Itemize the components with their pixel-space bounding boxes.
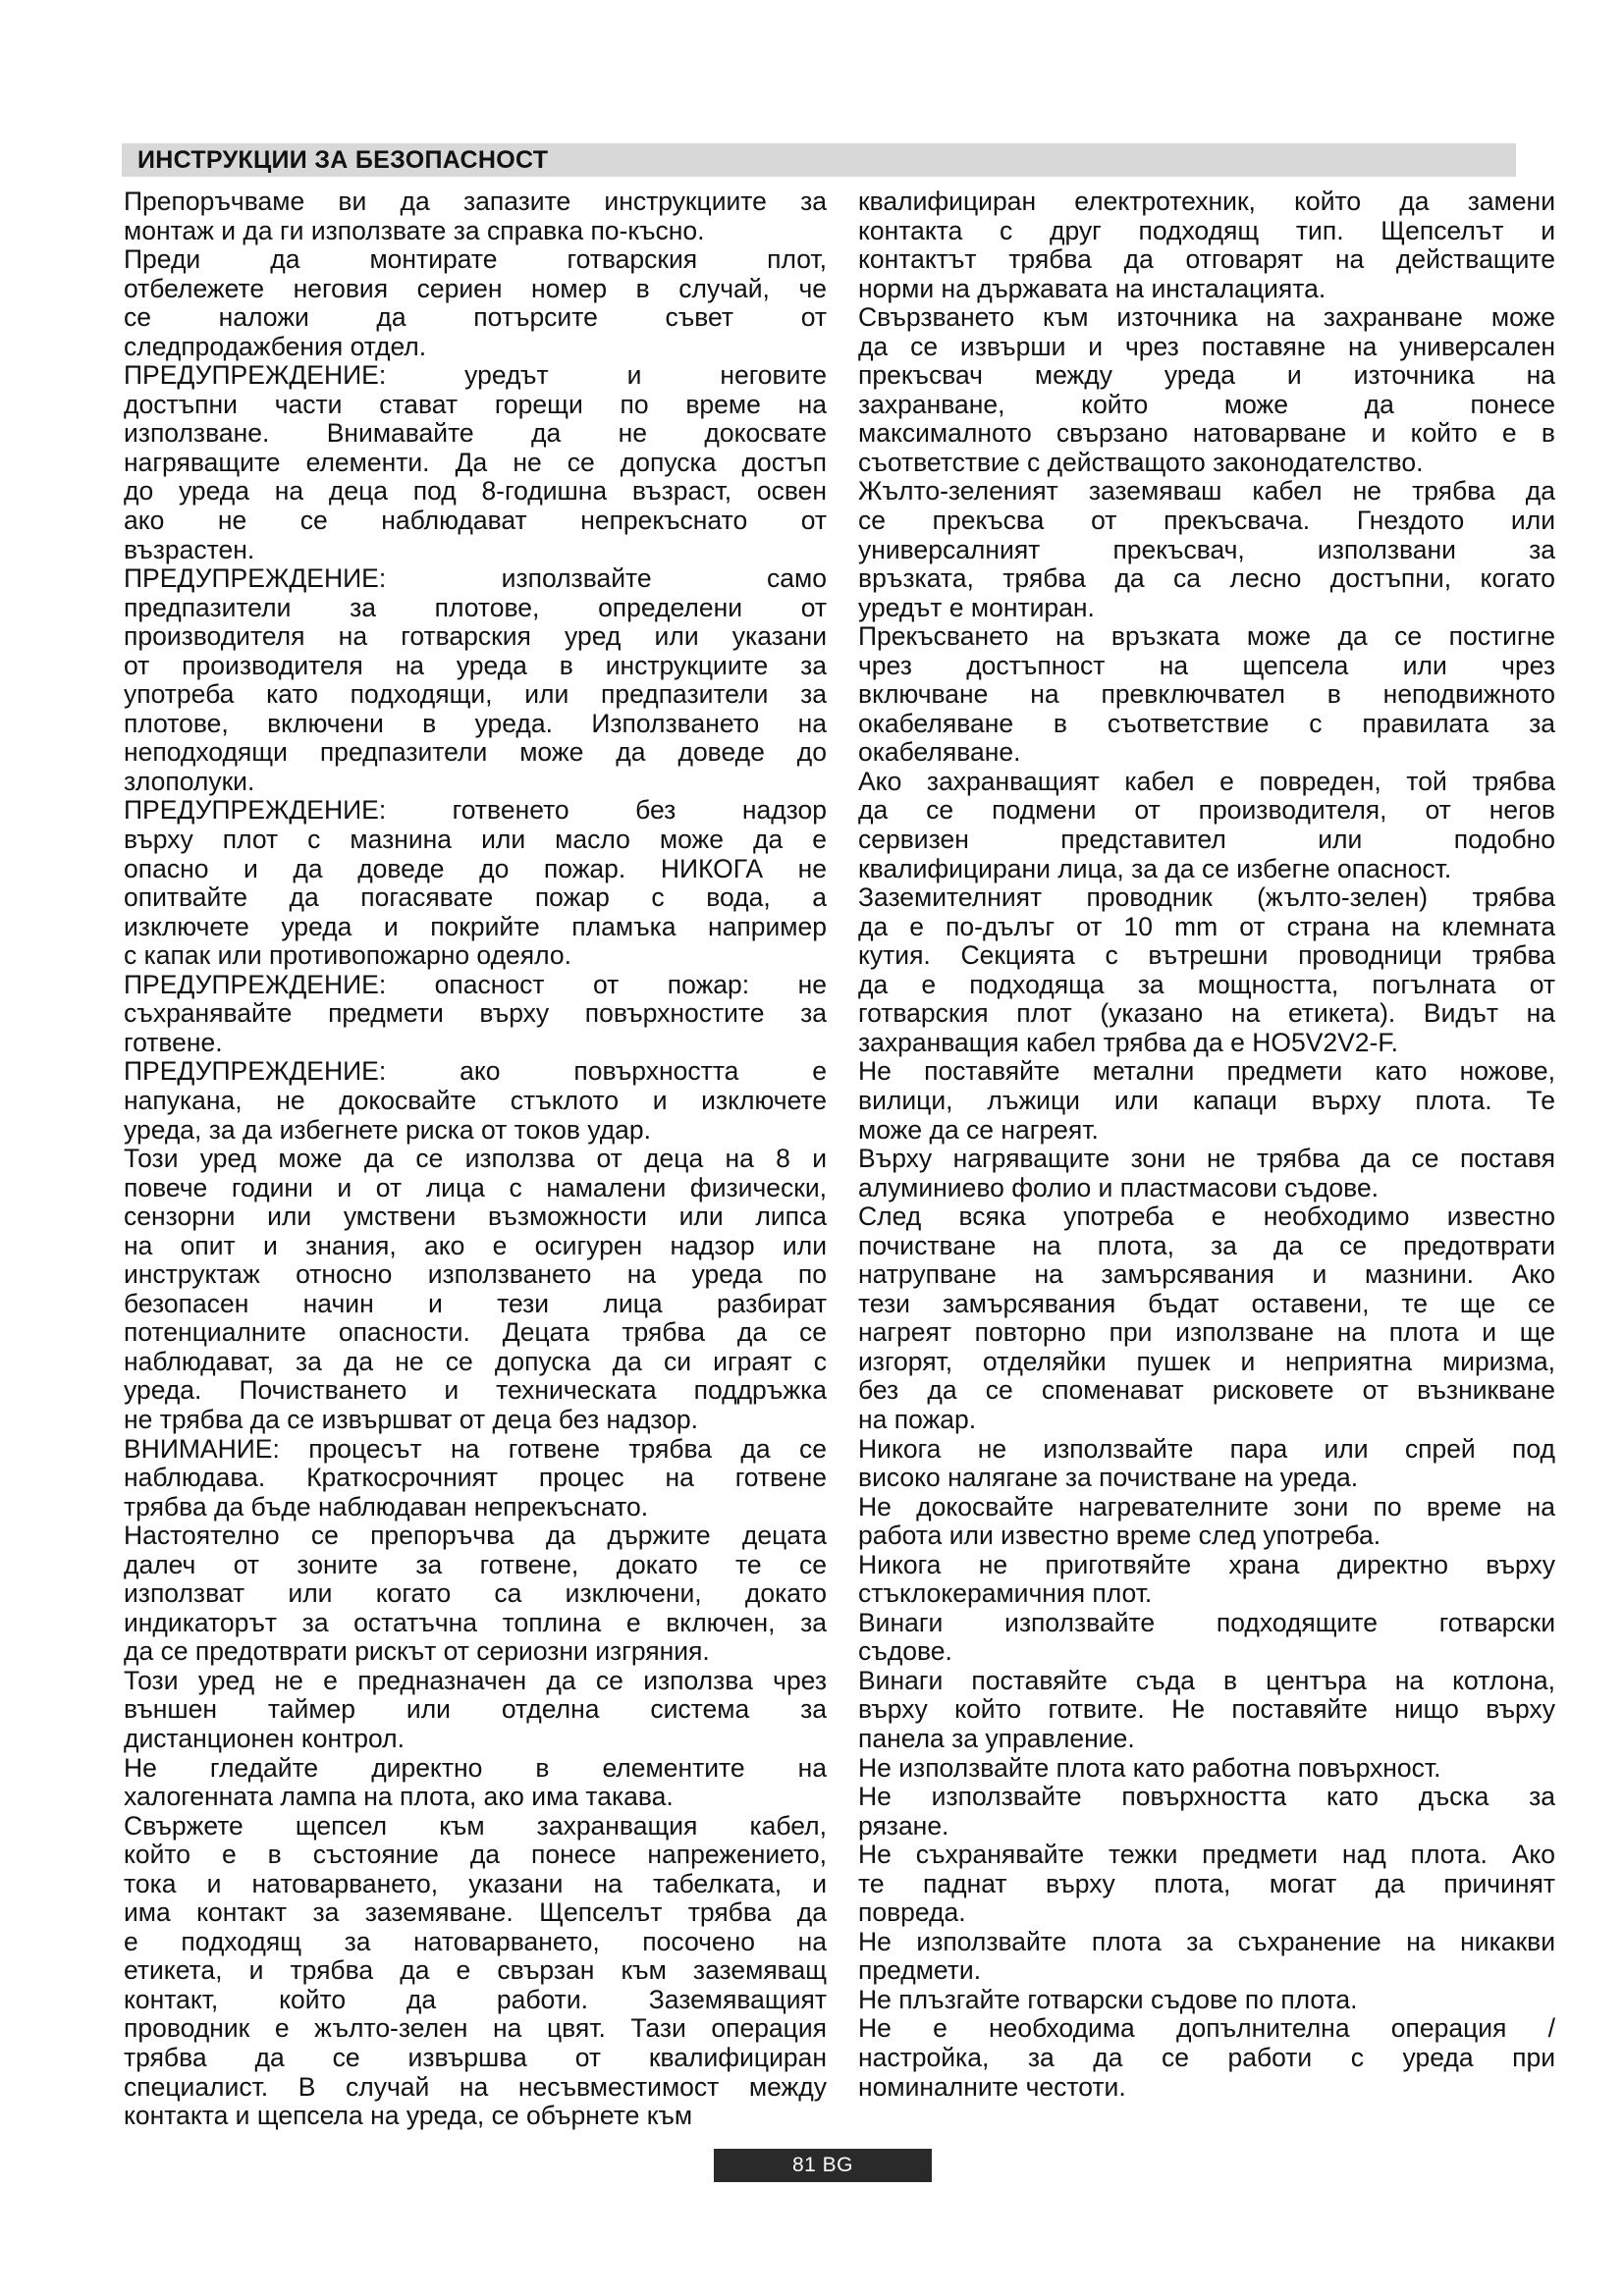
text-line: напукана, не докосвайте стъклото и изключете <box>124 1085 827 1115</box>
text-line: отбележете неговия сериен номер в случай, че <box>124 273 827 303</box>
text-line: производителя на готварския уред или указани <box>124 621 827 652</box>
text-line: Върху нагряващите зони не трябва да се поставя <box>858 1144 1555 1174</box>
text-line: без да се споменават рисковете от възникване <box>858 1375 1555 1406</box>
text-line: включване на превключвател в неподвижното <box>858 679 1555 710</box>
text-line: дистанционен контрол. <box>124 1723 405 1753</box>
text-line: върху който готвите. Не поставяйте нищо върху <box>858 1694 1555 1725</box>
text-line: има контакт за заземяване. Щепселът трябва да <box>124 1897 827 1928</box>
text-line: монтаж и да ги използвате за справка по-късно. <box>124 215 705 245</box>
text-line: уредът е монтиран. <box>858 592 1095 622</box>
text-line: тези замърсявания бъдат оставени, те ще се <box>858 1288 1555 1318</box>
text-line: съхранявайте предмети върху повърхностите за <box>124 998 827 1029</box>
text-line: проводник е жълто-зелен на цвят. Тази операция <box>124 2013 827 2044</box>
text-line: ако не се наблюдават непрекъснато от <box>124 506 827 536</box>
text-line: ПРЕДУПРЕЖДЕНИЕ: ако повърхността е <box>124 1056 827 1087</box>
text-line: Препоръчваме ви да запазите инструкциите за <box>124 187 827 216</box>
text-line: неподходящи предпазители може да доведе до <box>124 737 827 768</box>
text-line: Преди да монтирате готварския плот, <box>124 244 827 275</box>
text-line: индикаторът за остатъчна топлина е включен, за <box>124 1607 827 1637</box>
text-line: предпазители за плотове, определени от <box>124 592 827 622</box>
text-line: достъпни части стават горещи по време на <box>124 389 827 419</box>
text-line: Не използвайте повърхността като дъска за <box>858 1782 1555 1812</box>
text-line: Не плъзгайте готварски съдове по плота. <box>858 1984 1358 2014</box>
text-line: изгорят, отделяйки пушек и неприятна миризма, <box>858 1346 1555 1376</box>
text-line: Ако захранващият кабел е повреден, той трябва <box>858 766 1555 796</box>
section-title: ИНСТРУКЦИИ ЗА БЕЗОПАСНОСТ <box>137 146 549 174</box>
text-line: захранващия кабел трябва да е HO5V2V2-F. <box>858 1027 1398 1057</box>
text-line: готвене. <box>124 1027 223 1057</box>
text-line: чрез достъпност на щепсела или чрез <box>858 650 1555 680</box>
text-line: върху плот с мазнина или масло може да е <box>124 825 827 855</box>
text-line: с капак или противопожарно одеяло. <box>124 940 571 971</box>
text-line: съдове. <box>858 1636 952 1667</box>
text-line: употреба като подходящи, или предпазители за <box>124 679 827 710</box>
text-line: Не използвайте плота за съхранение на никакви <box>858 1926 1555 1956</box>
text-line: който е в състояние да понесе напрежението, <box>124 1840 827 1870</box>
text-line: окабеляване. <box>858 737 1021 768</box>
text-line: да е по-дълъг от 10 mm от страна на клемната <box>858 911 1555 941</box>
right-text-column <box>858 187 1555 2102</box>
section-header-bar <box>122 143 1516 177</box>
page-number-badge: 81 BG <box>714 2149 932 2182</box>
text-line: Прекъсването на връзката може да се постигне <box>858 621 1555 652</box>
text-line: Настоятелно се препоръчва да държите децата <box>124 1521 827 1551</box>
text-line: стъклокерамичния плот. <box>858 1578 1153 1609</box>
text-line: не трябва да се извършват от деца без надзор. <box>124 1404 698 1434</box>
text-line: да се подмени от производителя, от негов <box>858 795 1555 826</box>
text-line: да се извърши и чрез поставяне на универсален <box>858 331 1555 361</box>
text-line: Не съхранявайте тежки предмети над плота. Ако <box>858 1840 1555 1870</box>
text-line: опасно и да доведе до пожар. НИКОГА не <box>124 853 827 883</box>
text-line: уреда. Почистването и техническата поддръжка <box>124 1375 827 1406</box>
text-line: кутия. Секцията с вътрешни проводници трябва <box>858 940 1555 971</box>
text-line: Не е необходима допълнителна операция / <box>858 2013 1555 2044</box>
text-line: възрастен. <box>124 534 255 564</box>
text-line: квалифициран електротехник, който да замени <box>858 187 1555 216</box>
text-line: на пожар. <box>858 1404 977 1434</box>
text-line: ВНИМАНИЕ: процесът на готвене трябва да се <box>124 1433 827 1464</box>
text-line: норми на държавата на инсталацията. <box>858 273 1326 303</box>
text-line: може да се нагреят. <box>858 1114 1099 1145</box>
text-line: работа или известно време след употреба. <box>858 1521 1381 1551</box>
text-line: Този уред не е предназначен да се използва чрез <box>124 1665 827 1695</box>
text-line: готварския плот (указано на етикета). Видът на <box>858 998 1555 1029</box>
text-line: захранване, който може да понесе <box>858 389 1555 419</box>
text-line: натрупване на замърсявания и мазнини. Ако <box>858 1259 1555 1290</box>
text-line: потенциалните опасности. Децата трябва да се <box>124 1317 827 1348</box>
text-line: на опит и знания, ако е осигурен надзор или <box>124 1230 827 1260</box>
text-line: повреда. <box>858 1897 966 1928</box>
text-line: следпродажбения отдел. <box>124 331 427 361</box>
text-line: сервизен представител или подобно <box>858 825 1555 855</box>
text-line: далеч от зоните за готвене, докато те се <box>124 1549 827 1579</box>
text-line: алуминиево фолио и пластмасови съдове. <box>858 1172 1380 1202</box>
text-line: максималното свързано натоварване и който е в <box>858 418 1555 449</box>
text-line: ПРЕДУПРЕЖДЕНИЕ: опасност от пожар: не <box>124 969 827 999</box>
text-line: те паднат върху плота, могат да причинят <box>858 1868 1555 1898</box>
text-line: Този уред може да се използва от деца на 8 и <box>124 1144 827 1174</box>
text-line: съответствие с действащото законодателство. <box>858 447 1424 477</box>
text-line: Винаги използвайте подходящите готварски <box>858 1607 1555 1637</box>
text-line: се прекъсва от прекъсвача. Гнездото или <box>858 506 1555 536</box>
text-line: Никога не приготвяйте храна директно върху <box>858 1549 1555 1579</box>
text-line: злополуки. <box>124 766 255 796</box>
text-line: Заземителният проводник (жълто-зелен) трябва <box>858 882 1555 913</box>
text-line: използват или когато са изключени, докато <box>124 1578 827 1609</box>
text-line: от производителя на уреда в инструкциите за <box>124 650 827 680</box>
text-line: опитвайте да погасявате пожар с вода, а <box>124 882 827 913</box>
text-line: безопасен начин и тези лица разбират <box>124 1288 827 1318</box>
text-line: повече години и от лица с намалени физически, <box>124 1172 827 1202</box>
text-line: контакт, който да работи. Заземяващият <box>124 1984 827 2014</box>
text-line: сензорни или умствени възможности или липса <box>124 1201 827 1232</box>
text-line: Винаги поставяйте съда в центъра на котлона, <box>858 1665 1555 1695</box>
text-line: Жълто-зеленият заземяваш кабел не трябва да <box>858 476 1555 507</box>
text-line: Никога не използвайте пара или спрей под <box>858 1433 1555 1464</box>
text-line: външен таймер или отделна система за <box>124 1694 827 1725</box>
text-line: контакта и щепсела на уреда, се обърнете към <box>124 2101 693 2131</box>
text-line: е подходящ за натоварването, посочено на <box>124 1926 827 1956</box>
text-line: Свързването към източника на захранване може <box>858 302 1555 333</box>
text-line: предмети. <box>858 1955 982 1986</box>
text-line: да е подходяща за мощността, погълната от <box>858 969 1555 999</box>
text-line: трябва да бъде наблюдаван непрекъснато. <box>124 1491 649 1522</box>
text-line: наблюдават, за да не се допуска да си играят с <box>124 1346 827 1376</box>
text-line: използване. Внимавайте да не докосвате <box>124 418 827 449</box>
text-line: ПРЕДУПРЕЖДЕНИЕ: готвенето без надзор <box>124 795 827 826</box>
text-line: до уреда на деца под 8-годишна възраст, освен <box>124 476 827 507</box>
text-line: Не гледайте директно в елементите на <box>124 1752 827 1783</box>
text-line: Свържете щепсел към захранващия кабел, <box>124 1810 827 1841</box>
text-line: се наложи да потърсите съвет от <box>124 302 827 333</box>
text-line: ПРЕДУПРЕЖДЕНИЕ: използвайте само <box>124 563 827 594</box>
left-text-column <box>124 187 827 2131</box>
text-line: прекъсвач между уреда и източника на <box>858 360 1555 391</box>
text-line: високо налягане за почистване на уреда. <box>858 1463 1359 1493</box>
text-line: номиналните честоти. <box>858 2071 1126 2102</box>
text-line: Не докосвайте нагревателните зони по време на <box>858 1491 1555 1522</box>
text-line: наблюдава. Краткосрочният процес на готвене <box>124 1463 827 1493</box>
text-line: изключете уреда и покрийте пламъка например <box>124 911 827 941</box>
text-line: ПРЕДУПРЕЖДЕНИЕ: уредът и неговите <box>124 360 827 391</box>
text-line: тока и натоварването, указани на табелката, и <box>124 1868 827 1898</box>
text-line: инструктаж относно използването на уреда по <box>124 1259 827 1290</box>
text-line: нагреят повторно при използване на плота и ще <box>858 1317 1555 1348</box>
text-line: квалифицирани лица, за да се избегне опасност. <box>858 853 1452 883</box>
text-line: плотове, включени в уреда. Използването на <box>124 708 827 738</box>
text-line: връзката, трябва да са лесно достъпни, когато <box>858 563 1555 594</box>
text-line: уреда, за да избегнете риска от токов удар. <box>124 1114 652 1145</box>
text-line: окабеляване в съответствие с правилата за <box>858 708 1555 738</box>
text-line: настройка, за да се работи с уреда при <box>858 2043 1555 2072</box>
text-line: вилици, лъжици или капаци върху плота. Те <box>858 1085 1555 1115</box>
text-line: да се предотврати рискът от сериозни изгряния. <box>124 1636 710 1667</box>
text-line: След всяка употреба е необходимо известно <box>858 1201 1555 1232</box>
text-line: универсалният прекъсвач, използвани за <box>858 534 1555 564</box>
text-line: контакта с друг подходящ тип. Щепселът и <box>858 215 1555 245</box>
text-line: почистване на плота, за да се предотврати <box>858 1230 1555 1260</box>
text-line: халогенната лампа на плота, ако има такава. <box>124 1782 674 1812</box>
text-line: трябва да се извършва от квалифициран <box>124 2043 827 2072</box>
text-line: Не използвайте плота като работна повърхност. <box>858 1752 1441 1783</box>
text-line: рязане. <box>858 1810 949 1841</box>
text-line: етикета, и трябва да е свързан към заземяващ <box>124 1955 827 1986</box>
text-line: нагряващите елементи. Да не се допуска достъп <box>124 447 827 477</box>
text-line: панела за управление. <box>858 1723 1135 1753</box>
text-line: специалист. В случай на несъвместимост между <box>124 2071 827 2102</box>
text-line: Не поставяйте метални предмети като ножове, <box>858 1056 1555 1087</box>
text-line: контактът трябва да отговарят на действащите <box>858 244 1555 275</box>
